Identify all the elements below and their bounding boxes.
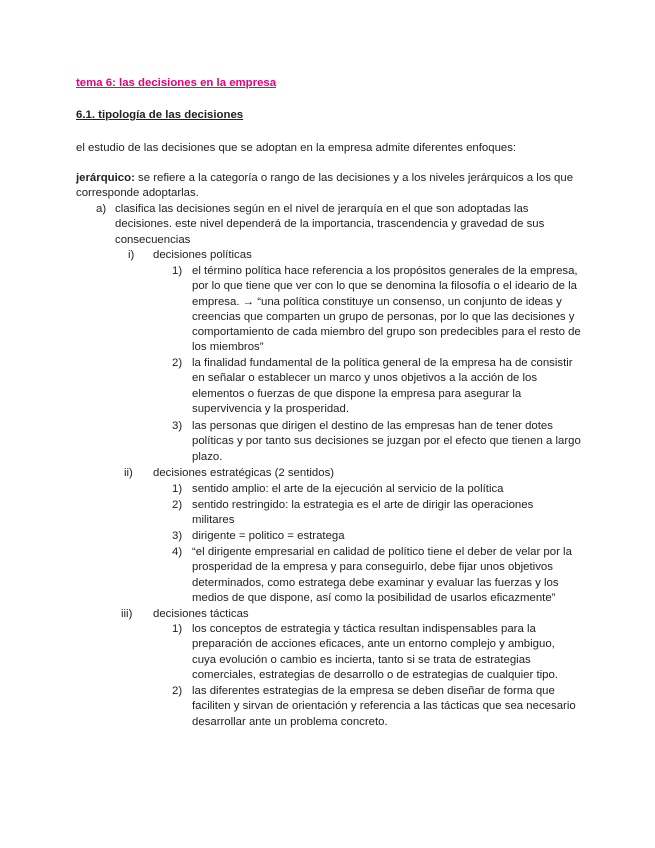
section-heading: 6.1. tipología de las decisiones xyxy=(76,109,244,121)
list-text: clasifica las decisiones según en el nivel de jerarquía en el que son adoptadas las decisiones. este nivel dependerá de la importancia, trascendencia y gravedad de sus consecuencias xyxy=(115,203,545,246)
item-text: el término política hace referencia a los propósitos generales de la empresa, por lo que tiene que ver con lo que se denomina la filosofía o el ideario de la empresa. → “una política constituye un consenso, un conjunto de ideas y creencias que comparten un grupo de personas, por lo que las decisiones y comportamiento de cada miembro del grupo son predecibles para el resto de los miembros” xyxy=(192,265,581,354)
number-label: 2) xyxy=(172,499,183,511)
list-label: a) xyxy=(96,203,107,215)
item-text: sentido amplio: el arte de la ejecución al servicio de la política xyxy=(192,483,504,495)
number-label: 2) xyxy=(172,357,183,369)
group-title: decisiones políticas xyxy=(153,249,252,261)
group-title: decisiones tácticas xyxy=(153,608,249,620)
number-label: 3) xyxy=(172,420,183,432)
item-text: dirigente = politico = estratega xyxy=(192,530,345,542)
roman-label: iii) xyxy=(121,608,133,620)
doc-title: tema 6: las decisiones en la empresa xyxy=(76,77,277,89)
hierarchy-term: jerárquico: xyxy=(76,172,135,184)
item-text: los conceptos de estrategia y táctica resultan indispensables para la preparación de acciones eficaces, ante un entorno complejo y ambiguo, cuya evolución o cambio es incierta, tanto si se trata de estrategias comerciales, estrategias de desarrollo o de estrategias de cualquier tipo. xyxy=(192,623,558,681)
roman-label: i) xyxy=(128,249,135,261)
number-label: 2) xyxy=(172,685,183,697)
hierarchy-paragraph xyxy=(76,171,576,202)
item-text: sentido restringido: la estrategia es el arte de dirigir las operaciones militares xyxy=(192,499,534,527)
number-label: 1) xyxy=(172,623,183,635)
number-label: 3) xyxy=(172,530,183,542)
number-label: 4) xyxy=(172,546,183,558)
group-title: decisiones estratégicas (2 sentidos) xyxy=(153,467,335,479)
number-label: 1) xyxy=(172,483,183,495)
item-text: “el dirigente empresarial en calidad de político tiene el deber de velar por la prosperidad de la empresa y para conseguirlo, debe fijar unos objetivos determinados, como estratega debe examinar y evaluar las fuerzas y los medios de que dispone, así como la posibilidad de usarlos eficazmente” xyxy=(192,546,572,604)
number-label: 1) xyxy=(172,265,183,277)
hierarchy-text: se refiere a la categoría o rango de las decisiones y a los niveles jerárquicos a los que corresponde adoptarlas. xyxy=(76,172,574,200)
item-text: las diferentes estrategias de la empresa se deben diseñar de forma que faciliten y sirvan de orientación y referencia a las tácticas que sea necesario desarrollar ante un problema concreto. xyxy=(192,685,576,728)
roman-label: ii) xyxy=(124,467,133,479)
intro-paragraph: el estudio de las decisiones que se adoptan en la empresa admite diferentes enfoques: xyxy=(76,142,517,154)
item-text: la finalidad fundamental de la política general de la empresa ha de consistir en señalar o establecer un marco y unos objetivos a la acción de los elementos o fuerzas de que dispone la empresa para asegurar la supervivencia y la prosperidad. xyxy=(192,357,573,415)
item-text: las personas que dirigen el destino de las empresas han de tener dotes políticas y por tanto sus decisiones se juzgan por el efecto que tienen a largo plazo. xyxy=(192,420,581,463)
